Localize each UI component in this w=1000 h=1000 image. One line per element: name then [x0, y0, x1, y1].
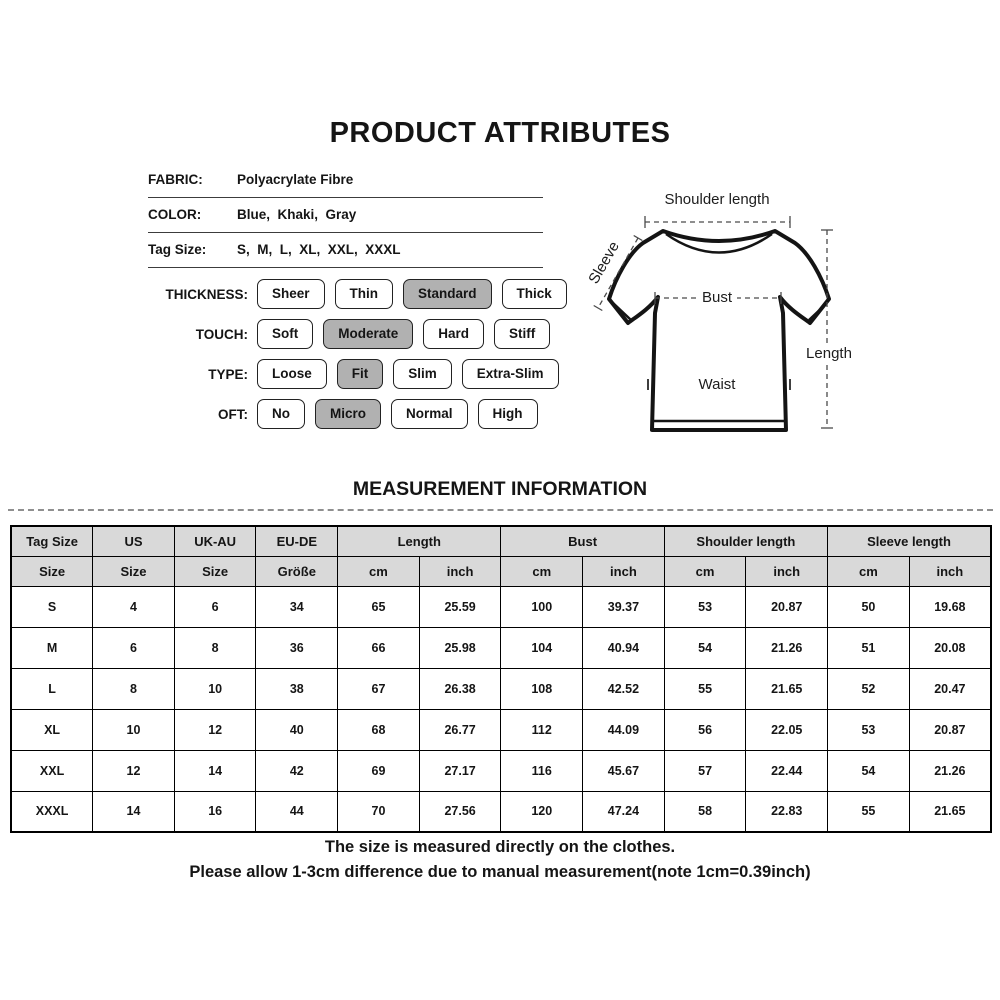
table-cell: 42 — [256, 750, 338, 791]
table-cell: 27.17 — [419, 750, 501, 791]
option-button[interactable]: High — [478, 399, 538, 429]
table-cell: 56 — [664, 709, 746, 750]
table-cell: 50 — [828, 586, 910, 627]
table-cell: L — [11, 668, 93, 709]
option-button[interactable]: Stiff — [494, 319, 550, 349]
table-cell: 39.37 — [583, 586, 665, 627]
table-header-cell: Sleeve length — [828, 526, 991, 556]
table-cell: 53 — [664, 586, 746, 627]
tshirt-outline — [609, 231, 829, 430]
table-subheader-cell: Size — [174, 556, 256, 586]
table-cell: 55 — [828, 791, 910, 832]
table-cell: 21.26 — [909, 750, 991, 791]
table-subheader-cell: inch — [419, 556, 501, 586]
option-row — [100, 319, 560, 349]
table-cell: 44.09 — [583, 709, 665, 750]
footer-note-2: Please allow 1-3cm difference due to manual measurement(note 1cm=0.39inch) — [189, 863, 811, 881]
table-cell: 20.47 — [909, 668, 991, 709]
page-title: PRODUCT ATTRIBUTES — [329, 117, 671, 149]
table-cell: 34 — [256, 586, 338, 627]
table-cell: 108 — [501, 668, 583, 709]
table-cell: 25.59 — [419, 586, 501, 627]
option-row — [100, 279, 577, 309]
table-cell: 19.68 — [909, 586, 991, 627]
option-button[interactable]: Fit — [337, 359, 384, 389]
table-cell: 20.87 — [909, 709, 991, 750]
table-cell: 66 — [338, 627, 420, 668]
table-cell: 6 — [174, 586, 256, 627]
table-cell: S — [11, 586, 93, 627]
table-cell: 100 — [501, 586, 583, 627]
option-row-label: TYPE: — [208, 366, 248, 382]
table-cell: 20.87 — [746, 586, 828, 627]
option-row-label: THICKNESS: — [165, 286, 248, 302]
table-cell: 68 — [338, 709, 420, 750]
waist-label: Waist — [698, 376, 736, 393]
option-row — [100, 359, 569, 389]
table-cell: 27.56 — [419, 791, 501, 832]
option-button[interactable]: Hard — [423, 319, 484, 349]
table-cell: 26.77 — [419, 709, 501, 750]
table-cell: 38 — [256, 668, 338, 709]
table-row — [11, 627, 991, 668]
table-header-cell: Tag Size — [11, 526, 93, 556]
table-subheader-cell: Size — [11, 556, 93, 586]
table-cell: 21.65 — [909, 791, 991, 832]
table-cell: 22.83 — [746, 791, 828, 832]
table-cell: 42.52 — [583, 668, 665, 709]
table-subheader-cell: cm — [828, 556, 910, 586]
table-cell: 104 — [501, 627, 583, 668]
footer-note-1: The size is measured directly on the clothes. — [324, 838, 676, 856]
shoulder-length-label: Shoulder length — [664, 191, 770, 208]
table-cell: M — [11, 627, 93, 668]
length-dimension-line — [821, 230, 833, 428]
table-header-cell: Bust — [501, 526, 664, 556]
table-subheader-row — [11, 556, 991, 586]
shoulder-dimension-line — [645, 216, 790, 228]
table-cell: 53 — [828, 709, 910, 750]
option-button[interactable]: Normal — [391, 399, 468, 429]
table-cell: 55 — [664, 668, 746, 709]
option-row-label: OFT: — [218, 406, 248, 422]
attribute-row — [148, 163, 543, 198]
table-cell: 10 — [174, 668, 256, 709]
table-subheader-cell: cm — [338, 556, 420, 586]
measurement-table — [10, 525, 992, 833]
attribute-value: S, M, L, XL, XXL, XXXL — [237, 242, 401, 257]
table-cell: 45.67 — [583, 750, 665, 791]
length-label: Length — [806, 345, 852, 362]
table-cell: 22.44 — [746, 750, 828, 791]
table-cell: 69 — [338, 750, 420, 791]
table-cell: XXL — [11, 750, 93, 791]
option-button[interactable]: Moderate — [323, 319, 413, 349]
attribute-row — [148, 198, 543, 233]
table-cell: 6 — [93, 627, 175, 668]
option-button[interactable]: Thick — [502, 279, 567, 309]
table-cell: 12 — [93, 750, 175, 791]
table-cell: 52 — [828, 668, 910, 709]
option-button[interactable]: Sheer — [257, 279, 325, 309]
attributes-list — [148, 163, 543, 268]
table-subheader-cell: inch — [583, 556, 665, 586]
table-cell: 58 — [664, 791, 746, 832]
measurement-title: MEASUREMENT INFORMATION — [352, 478, 648, 500]
table-subheader-cell: inch — [909, 556, 991, 586]
table-cell: 57 — [664, 750, 746, 791]
attribute-label: FABRIC: — [148, 172, 203, 187]
option-button[interactable]: Loose — [257, 359, 327, 389]
table-cell: XL — [11, 709, 93, 750]
bust-label: Bust — [701, 289, 733, 306]
attribute-value: Polyacrylate Fibre — [237, 172, 354, 187]
table-row — [11, 750, 991, 791]
table-cell: 112 — [501, 709, 583, 750]
table-row — [11, 709, 991, 750]
table-cell: 36 — [256, 627, 338, 668]
option-row — [100, 399, 548, 429]
option-button[interactable]: Slim — [393, 359, 452, 389]
sleeve-label: Sleeve — [585, 238, 623, 287]
table-cell: 70 — [338, 791, 420, 832]
table-subheader-cell: cm — [664, 556, 746, 586]
table-cell: 116 — [501, 750, 583, 791]
table-header-cell: EU-DE — [256, 526, 338, 556]
table-row — [11, 668, 991, 709]
table-cell: 10 — [93, 709, 175, 750]
option-button[interactable]: No — [257, 399, 305, 429]
table-cell: 21.26 — [746, 627, 828, 668]
table-subheader-cell: Size — [93, 556, 175, 586]
table-header-cell: US — [93, 526, 175, 556]
measurement-table-head — [11, 526, 991, 586]
table-cell: 21.65 — [746, 668, 828, 709]
attribute-row — [148, 233, 543, 268]
table-header-row — [11, 526, 991, 556]
table-cell: 4 — [93, 586, 175, 627]
attribute-label: Tag Size: — [148, 242, 207, 257]
table-cell: 26.38 — [419, 668, 501, 709]
table-cell: 14 — [93, 791, 175, 832]
dashed-separator — [8, 509, 993, 511]
table-cell: 67 — [338, 668, 420, 709]
table-header-cell: Shoulder length — [664, 526, 827, 556]
table-cell: 16 — [174, 791, 256, 832]
measurement-table-body — [11, 586, 991, 832]
table-cell: 44 — [256, 791, 338, 832]
option-button[interactable]: Soft — [257, 319, 313, 349]
option-button[interactable]: Micro — [315, 399, 381, 429]
table-header-cell: Length — [338, 526, 501, 556]
table-cell: 25.98 — [419, 627, 501, 668]
table-cell: 14 — [174, 750, 256, 791]
table-cell: 22.05 — [746, 709, 828, 750]
table-cell: 120 — [501, 791, 583, 832]
table-subheader-cell: cm — [501, 556, 583, 586]
table-cell: 47.24 — [583, 791, 665, 832]
table-cell: 12 — [174, 709, 256, 750]
table-cell: 20.08 — [909, 627, 991, 668]
table-cell: 40.94 — [583, 627, 665, 668]
table-cell: 54 — [828, 750, 910, 791]
table-cell: XXXL — [11, 791, 93, 832]
table-cell: 40 — [256, 709, 338, 750]
table-cell: 54 — [664, 627, 746, 668]
attribute-label: COLOR: — [148, 207, 202, 222]
table-subheader-cell: inch — [746, 556, 828, 586]
table-row — [11, 791, 991, 832]
option-button[interactable]: Standard — [403, 279, 492, 309]
option-row-label: TOUCH: — [195, 326, 248, 342]
table-subheader-cell: Größe — [256, 556, 338, 586]
tshirt-diagram — [575, 185, 865, 450]
table-cell: 65 — [338, 586, 420, 627]
table-row — [11, 586, 991, 627]
option-button[interactable]: Extra-Slim — [462, 359, 559, 389]
option-button[interactable]: Thin — [335, 279, 394, 309]
attribute-value: Blue, Khaki, Gray — [237, 207, 357, 222]
table-header-cell: UK-AU — [174, 526, 256, 556]
table-cell: 8 — [174, 627, 256, 668]
table-cell: 8 — [93, 668, 175, 709]
table-cell: 51 — [828, 627, 910, 668]
